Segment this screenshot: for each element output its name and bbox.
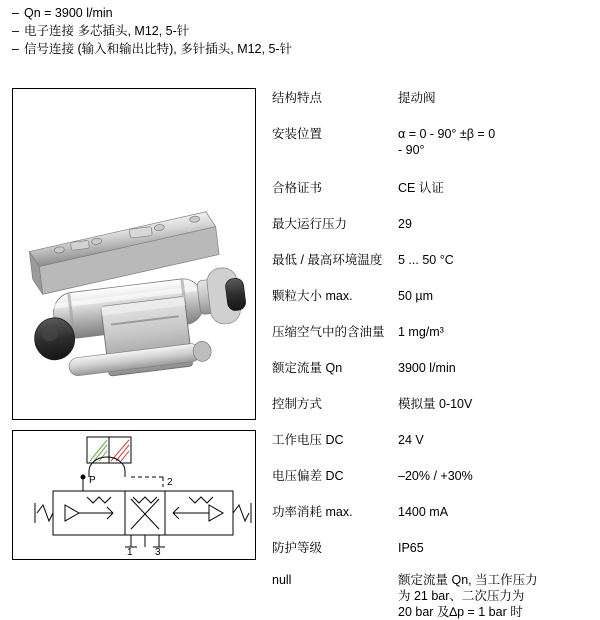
schematic-label-2: 2	[167, 477, 173, 488]
spec-value	[398, 216, 590, 232]
spec-value	[398, 288, 590, 304]
list-item	[12, 22, 412, 40]
spec-value	[398, 126, 590, 158]
pneumatic-schematic-frame	[12, 430, 256, 560]
spec-value-line: - 90°	[398, 143, 425, 157]
spec-label: 最低 / 最高环境温度	[272, 253, 383, 267]
bullet-text: 信号连接 (输入和输出比特), 多针插头, M12, 5-针	[24, 42, 293, 56]
bullet-text: 电子连接 多芯插头, M12, 5-针	[24, 24, 190, 38]
spec-value-line: 24 V	[398, 433, 424, 447]
spec-value-line: 3900 l/min	[398, 361, 456, 375]
spec-label: 合格证书	[272, 181, 323, 195]
list-item	[12, 4, 412, 22]
bullet-dash-icon: –	[12, 6, 19, 20]
spec-label: 额定流量 Qn	[272, 361, 343, 375]
spec-label: 功率消耗 max.	[272, 505, 353, 519]
table-row	[272, 358, 590, 394]
spec-value	[398, 396, 590, 412]
specification-table	[272, 88, 590, 620]
table-row	[272, 286, 590, 322]
spec-value-line: 29	[398, 217, 412, 231]
spec-value	[398, 324, 590, 340]
valve-product-photo	[13, 89, 253, 417]
pneumatic-circuit-diagram	[13, 431, 253, 557]
feature-bullet-list	[12, 4, 412, 58]
spec-label: 颗粒大小 max.	[272, 289, 353, 303]
table-row	[272, 88, 590, 124]
table-row	[272, 466, 590, 502]
spec-value	[398, 468, 590, 484]
spec-value	[398, 360, 590, 376]
bullet-dash-icon: –	[12, 42, 19, 56]
table-row	[272, 394, 590, 430]
spec-value-line: 50 µm	[398, 289, 433, 303]
spec-label: 工作电压 DC	[272, 433, 344, 447]
table-row	[272, 250, 590, 286]
spec-value-line: 5 ... 50 °C	[398, 253, 454, 267]
spec-value-line: 为 21 bar、二次压力为	[398, 589, 525, 603]
spec-value-line: α = 0 - 90° ±β = 0	[398, 127, 496, 141]
spec-label: 控制方式	[272, 397, 323, 411]
schematic-label-3: 3	[155, 547, 161, 557]
spec-label: 防护等级	[272, 541, 323, 555]
spec-value-line: CE 认证	[398, 181, 444, 195]
spec-label: 压缩空气中的含油量	[272, 325, 385, 339]
spec-value-line: IP65	[398, 541, 424, 555]
spec-label: 结构特点	[272, 91, 323, 105]
table-row	[272, 178, 590, 214]
spec-value	[398, 252, 590, 268]
table-row	[272, 430, 590, 466]
spec-value	[398, 504, 590, 520]
spec-value	[398, 540, 590, 556]
table-row	[272, 214, 590, 250]
table-row	[272, 538, 590, 570]
spec-label: 电压偏差 DC	[272, 469, 344, 483]
table-row	[272, 124, 590, 178]
spec-value-line: 1 mg/m³	[398, 325, 444, 339]
bullet-dash-icon: –	[12, 24, 19, 38]
spec-value	[398, 90, 590, 106]
spec-value-line: 提动阀	[398, 91, 436, 105]
spec-value-line: 额定流量 Qn, 当工作压力	[398, 573, 538, 587]
table-row	[272, 570, 590, 620]
bullet-text: Qn = 3900 l/min	[24, 6, 113, 20]
product-photo-frame	[12, 88, 256, 420]
schematic-label-p: P	[89, 475, 96, 486]
table-row	[272, 502, 590, 538]
spec-value-line: 20 bar 及∆p = 1 bar 时	[398, 605, 523, 619]
spec-value-line: 模拟量 0-10V	[398, 397, 473, 411]
spec-value	[398, 572, 590, 620]
table-row	[272, 322, 590, 358]
spec-value-line: –20% / +30%	[398, 469, 473, 483]
spec-value-line: 1400 mA	[398, 505, 449, 519]
schematic-label-1: 1	[127, 547, 133, 557]
spec-value	[398, 432, 590, 448]
list-item	[12, 40, 412, 58]
spec-label: 最大运行压力	[272, 217, 348, 231]
spec-label: 安装位置	[272, 127, 323, 141]
spec-label: null	[272, 573, 292, 587]
spec-value	[398, 180, 590, 196]
